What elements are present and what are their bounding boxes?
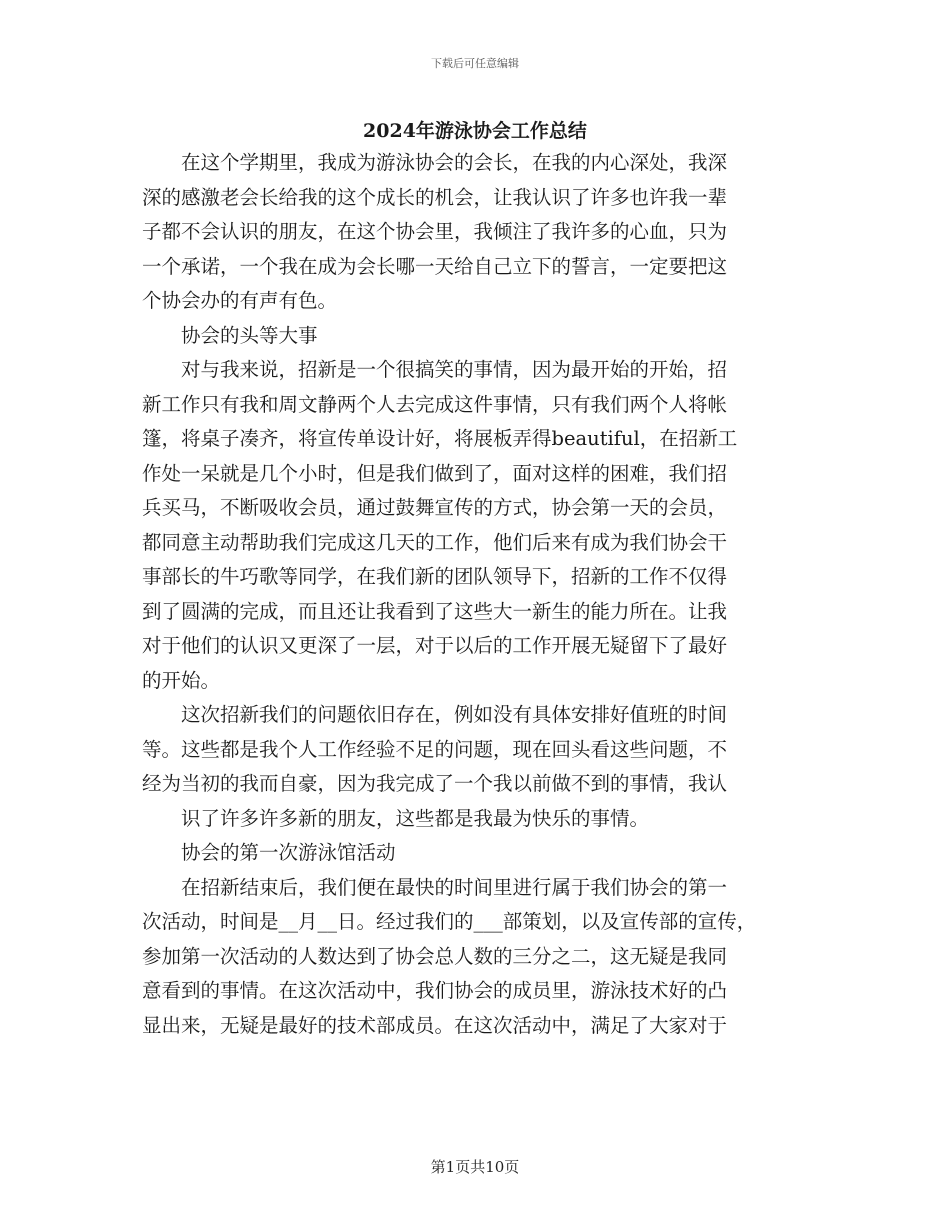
- section-heading: 协会的第一次游泳馆活动: [142, 841, 396, 864]
- section-heading: 协会的头等大事: [142, 323, 318, 347]
- body-line: 篷，将桌子凑齐，将宣传单设计好，将展板弄得beautiful，在招新工: [142, 427, 738, 450]
- body-line: 事部长的牛巧歌等同学，在我们新的团队领导下，招新的工作不仅得: [142, 565, 728, 588]
- body-line: 在这个学期里，我成为游泳协会的会长，在我的内心深处，我深: [142, 151, 728, 174]
- body-line: 经为当初的我而自豪，因为我完成了一个我以前做不到的事情，我认: [142, 772, 728, 795]
- body-line: 显出来，无疑是最好的技术部成员。在这次活动中，满足了大家对于: [142, 1013, 728, 1037]
- body-line: 等。这些都是我个人工作经验不足的问题，现在回头看这些问题，不: [142, 737, 728, 761]
- body-line: 都同意主动帮助我们完成这几天的工作，他们后来有成为我们协会干: [142, 530, 728, 554]
- body-line: 这次招新我们的问题依旧存在，例如没有具体安排好值班的时间: [142, 703, 728, 726]
- document-title: 2024年游泳协会工作总结: [363, 120, 587, 142]
- body-line: 对于他们的认识又更深了一层，对于以后的工作开展无疑留下了最好: [142, 634, 728, 657]
- body-line: 参加第一次活动的人数达到了协会总人数的三分之二，这无疑是我同: [142, 944, 728, 968]
- page-footer: 第1页共10页: [430, 1158, 520, 1176]
- header-note: 下载后可任意编辑: [431, 57, 519, 70]
- body-line: 意看到的事情。在这次活动中，我们协会的成员里，游泳技术好的凸: [142, 979, 728, 1002]
- body-line: 到了圆满的完成，而且还让我看到了这些大一新生的能力所在。让我: [142, 599, 728, 623]
- body-line: 个协会办的有声有色。: [142, 289, 338, 312]
- body-line: 的开始。: [142, 668, 221, 692]
- body-line: 深的感激老会长给我的这个成长的机会，让我认识了许多也许我一辈: [142, 185, 728, 209]
- body-line: 一个承诺，一个我在成为会长哪一天给自己立下的誓言，一定要把这: [142, 254, 728, 278]
- body-line: 次活动，时间是__月__日。经过我们的___部策划，以及宣传部的宣传，: [142, 910, 757, 933]
- body-line: 在招新结束后，我们便在最快的时间里进行属于我们协会的第一: [142, 875, 728, 899]
- body-line: 子都不会认识的朋友，在这个协会里，我倾注了我许多的心血，只为: [142, 220, 728, 243]
- document-body: [142, 146, 814, 1043]
- body-line: 识了许多许多新的朋友，这些都是我最为快乐的事情。: [142, 806, 650, 830]
- body-line: 作处一呆就是几个小时，但是我们做到了，面对这样的困难，我们招: [142, 461, 728, 485]
- body-line: 新工作只有我和周文静两个人去完成这件事情，只有我们两个人将帐: [142, 392, 728, 416]
- body-line: 对与我来说，招新是一个很搞笑的事情，因为最开始的开始，招: [142, 358, 728, 381]
- body-line: 兵买马，不断吸收会员，通过鼓舞宣传的方式，协会第一天的会员，: [142, 496, 728, 519]
